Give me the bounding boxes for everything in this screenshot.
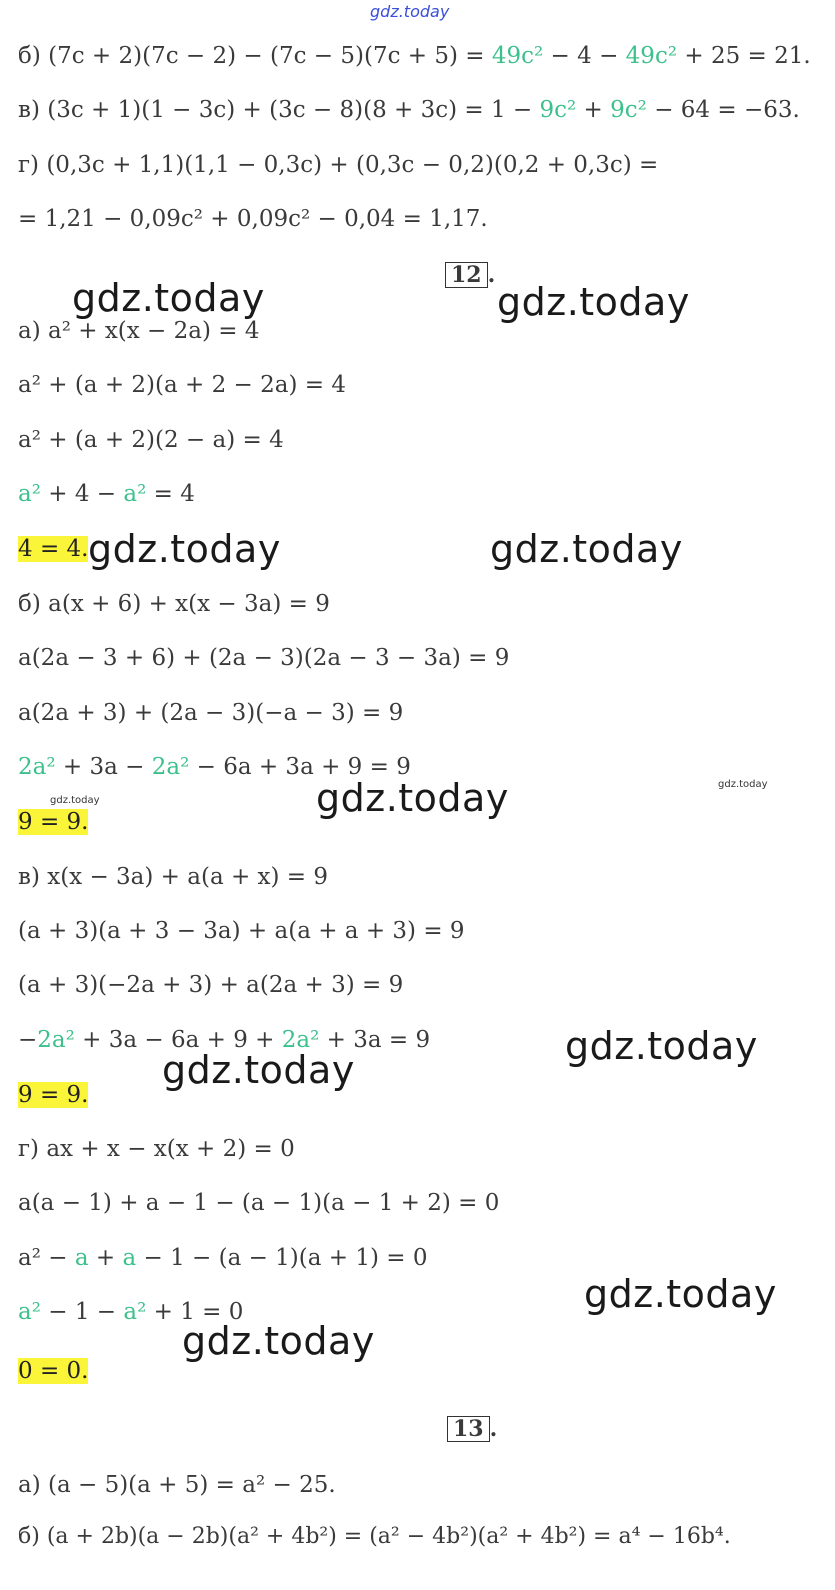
cancelled-term: 49c² <box>491 43 544 69</box>
cancelled-term: a <box>122 1245 137 1271</box>
line-12a-4 <box>18 479 195 509</box>
math-text: а) a² + x(x − 2a) = 4 <box>18 318 260 344</box>
line-12v-3 <box>18 970 403 1000</box>
cancelled-term: a² <box>18 1299 41 1325</box>
math-text: − 6a + 3a + 9 = 9 <box>189 754 411 780</box>
math-text: г) ax + x − x(x + 2) = 0 <box>18 1136 295 1162</box>
watermark: gdz.today <box>72 276 265 320</box>
watermark-top: gdz.today <box>370 2 450 21</box>
math-text: г) (0,3c + 1,1)(1,1 − 0,3c) + (0,3c − 0,2)(0,2 + 0,3c) = <box>18 152 659 178</box>
line-12a-1 <box>18 316 259 346</box>
watermark: gdz.today <box>316 776 509 820</box>
line-12g-2 <box>18 1188 499 1218</box>
line-12b-2 <box>18 643 509 673</box>
watermark: gdz.today <box>182 1319 375 1363</box>
cancelled-term: 9c² <box>539 97 577 123</box>
highlighted-result: 9 = 9. <box>18 1082 89 1108</box>
math-text: + 3a = 9 <box>319 1027 431 1053</box>
line-12v-1 <box>18 862 328 892</box>
cancelled-term: 49c² <box>625 43 678 69</box>
watermark-small: gdz.today <box>718 779 768 790</box>
math-text: б) (7c + 2)(7c − 2) − (7c − 5)(7c + 5) = <box>18 43 492 69</box>
line-11g-1 <box>18 150 658 180</box>
cancelled-term: a² <box>123 481 147 507</box>
math-text: a(2a − 3 + 6) + (2a − 3)(2a − 3 − 3a) = 9 <box>18 645 510 671</box>
watermark-small: gdz.today <box>50 795 100 806</box>
math-text: = 4 <box>146 481 195 507</box>
cancelled-term: a <box>74 1245 89 1271</box>
watermark: gdz.today <box>490 527 683 571</box>
math-text: б) (a + 2b)(a − 2b)(a² + 4b²) = (a² − 4b²)(a² + 4b²) = a⁴ − 16b⁴. <box>18 1524 731 1549</box>
math-text: б) a(x + 6) + x(x − 3a) = 9 <box>18 591 330 617</box>
watermark: gdz.today <box>497 280 690 324</box>
task-number-12-dot: . <box>487 262 496 288</box>
math-text: + <box>576 97 611 123</box>
math-text: + 3a − <box>55 754 152 780</box>
line-11g-2 <box>18 204 488 234</box>
math-text: − 1 − <box>40 1299 124 1325</box>
math-text: − 1 − (a − 1)(a + 1) = 0 <box>136 1245 428 1271</box>
watermark: gdz.today <box>584 1272 777 1316</box>
math-text: − 4 − <box>543 43 626 69</box>
line-11b <box>18 41 811 71</box>
math-text: a(a − 1) + a − 1 − (a − 1)(a − 1 + 2) = 0 <box>18 1190 500 1216</box>
line-12g-5 <box>18 1356 88 1386</box>
math-text: + 1 = 0 <box>146 1299 244 1325</box>
watermark: gdz.today <box>162 1048 355 1092</box>
math-text: + 25 = 21. <box>677 43 811 69</box>
highlighted-result: 4 = 4. <box>18 536 89 562</box>
math-text: (a + 3)(a + 3 − 3a) + a(a + a + 3) = 9 <box>18 918 465 944</box>
task-number-12-box: 12 <box>445 262 488 288</box>
math-text: в) (3c + 1)(1 − 3c) + (3c − 8)(8 + 3c) = 1 − <box>18 97 540 123</box>
math-text: a² + (a + 2)(2 − a) = 4 <box>18 427 284 453</box>
cancelled-term: 2a² <box>281 1027 320 1053</box>
line-12a-5 <box>18 534 88 564</box>
line-13a <box>18 1470 336 1500</box>
task-number-12 <box>445 262 495 288</box>
cancelled-term: 2a² <box>151 754 190 780</box>
highlighted-result: 0 = 0. <box>18 1358 89 1384</box>
math-text: = 1,21 − 0,09c² + 0,09c² − 0,04 = 1,17. <box>18 206 488 232</box>
cancelled-term: 2a² <box>18 754 56 780</box>
line-12v-5 <box>18 1080 88 1110</box>
cancelled-term: 2a² <box>37 1027 75 1053</box>
line-12a-3 <box>18 425 284 455</box>
math-text: a² + (a + 2)(a + 2 − 2a) = 4 <box>18 372 346 398</box>
math-text: − 64 = −63. <box>646 97 800 123</box>
math-text: − <box>18 1027 38 1053</box>
line-13b <box>18 1522 731 1552</box>
line-12b-3 <box>18 698 403 728</box>
math-text: a² − <box>18 1245 75 1271</box>
line-12b-1 <box>18 589 330 619</box>
math-text: (a + 3)(−2a + 3) + a(2a + 3) = 9 <box>18 972 404 998</box>
task-number-13-dot: . <box>489 1416 498 1442</box>
math-text: а) (a − 5)(a + 5) = a² − 25. <box>18 1472 336 1498</box>
watermark: gdz.today <box>88 527 281 571</box>
line-11v <box>18 95 800 125</box>
math-text: + 3a − 6a + 9 + <box>74 1027 282 1053</box>
task-number-13 <box>447 1416 497 1442</box>
line-12b-5 <box>18 807 88 837</box>
cancelled-term: a² <box>123 1299 147 1325</box>
line-12g-3 <box>18 1243 428 1273</box>
math-text: + 4 − <box>40 481 124 507</box>
line-12g-1 <box>18 1134 295 1164</box>
math-text: + <box>88 1245 123 1271</box>
watermark: gdz.today <box>565 1024 758 1068</box>
task-number-13-box: 13 <box>447 1416 490 1442</box>
line-12v-2 <box>18 916 465 946</box>
highlighted-result: 9 = 9. <box>18 809 89 835</box>
math-text: a(2a + 3) + (2a − 3)(−a − 3) = 9 <box>18 700 404 726</box>
cancelled-term: 9c² <box>610 97 647 123</box>
math-text: в) x(x − 3a) + a(a + x) = 9 <box>18 864 329 890</box>
cancelled-term: a² <box>18 481 41 507</box>
line-12a-2 <box>18 370 346 400</box>
